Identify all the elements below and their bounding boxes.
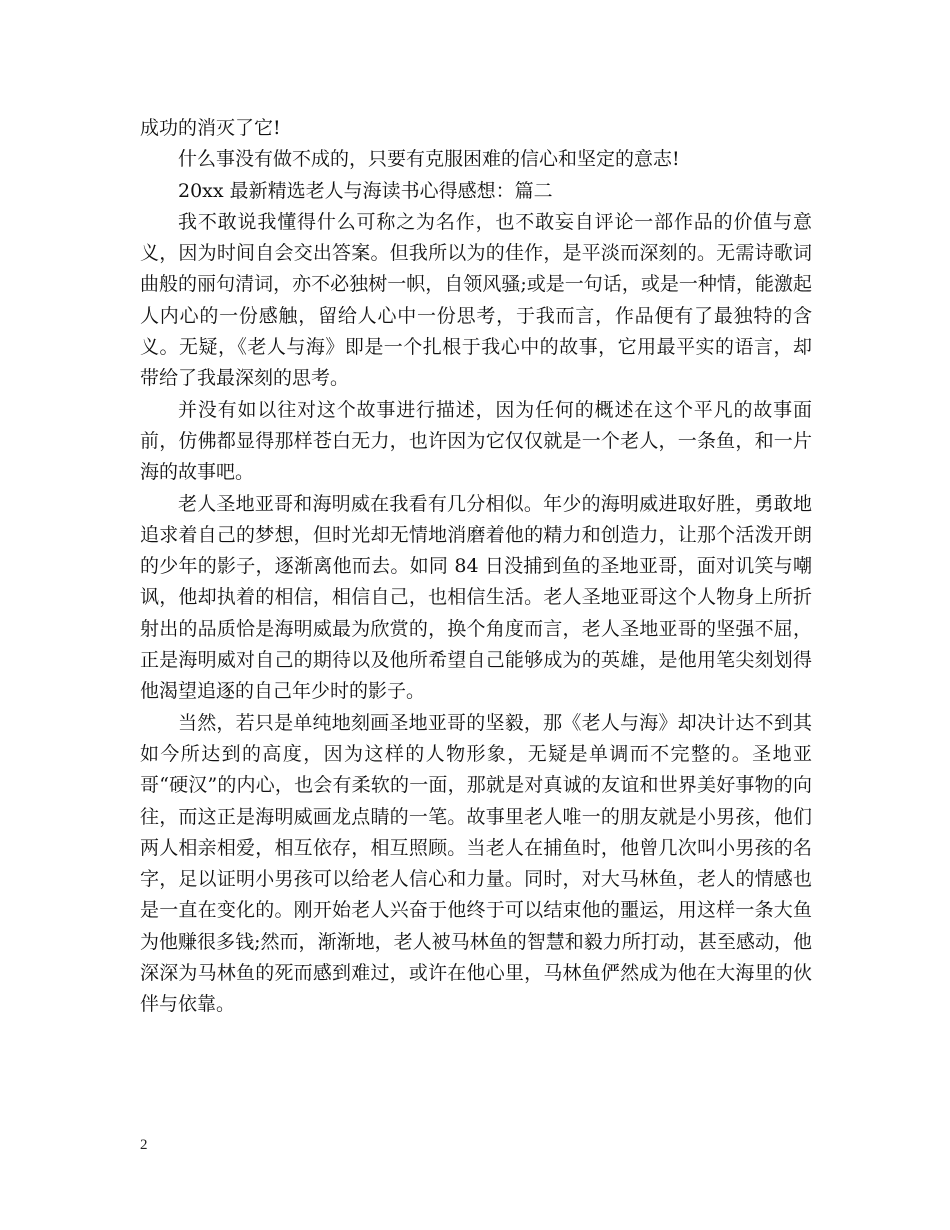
paragraph-3: 我不敢说我懂得什么可称之为名作，也不敢妄自评论一部作品的价值与意义，因为时间自会交出答案。但我所以为的佳作，是平淡而深刻的。无需诗歌词曲般的丽句清词，亦不必独树一帜，自领风骚;或是一句话，或是一种情，能激起人内心的一份感触，留给人心中一份思考，于我而言，作品便有了最独特的含义。无疑，《老人与海》即是一个扎根于我心中的故事，它用最平实的语言，却带给了我最深刻的思考。 bbox=[140, 210, 812, 390]
paragraph-5: 老人圣地亚哥和海明威在我看有几分相似。年少的海明威进取好胜，勇敢地追求着自己的梦想，但时光却无情地消磨着他的精力和创造力，让那个活泼开朗的少年的影子，逐渐离他而去。如同 84 日没捕到鱼的圣地亚哥，面对讥笑与嘲讽，他却执着的相信，相信自己，也相信生活。老人圣地亚哥这个人物身上所折射出的品质恰是海明威最为欣赏的，换个角度而言，老人圣地亚哥的坚强不屈，正是海明威对自己的期待以及他所希望自己能够成为的英雄，是他用笔尖刻划得他渴望追逐的自己年少时的影子。 bbox=[140, 492, 812, 703]
paragraph-2: 什么事没有做不成的，只要有克服困难的信心和坚定的意志! bbox=[178, 148, 680, 171]
paragraph-1: 成功的消灭了它! bbox=[140, 117, 281, 139]
document-body bbox=[140, 113, 812, 1021]
page-number: 2 bbox=[140, 1137, 148, 1153]
section-heading: 20xx 最新精选老人与海读书心得感想：篇二 bbox=[178, 179, 553, 202]
paragraph-4: 并没有如以往对这个故事进行描述，因为任何的概述在这个平凡的故事面前，仿佛都显得那样苍白无力，也许因为它仅仅就是一个老人，一条鱼，和一片海的故事吧。 bbox=[140, 398, 812, 484]
paragraph-6: 当然，若只是单纯地刻画圣地亚哥的坚毅，那《老人与海》却决计达不到其如今所达到的高度，因为这样的人物形象，无疑是单调而不完整的。圣地亚哥“硬汉”的内心，也会有柔软的一面，那就是对真诚的友谊和世界美好事物的向往，而这正是海明威画龙点睛的一笔。故事里老人唯一的朋友就是小男孩，他们两人相亲相爱，相互依存，相互照顾。当老人在捕鱼时，他曾几次叫小男孩的名字，足以证明小男孩可以给老人信心和力量。同时，对大马林鱼，老人的情感也是一直在变化的。刚开始老人兴奋于他终于可以结束他的噩运，用这样一条大鱼为他赚很多钱;然而，渐渐地，老人被马林鱼的智慧和毅力所打动，甚至感动，他深深为马林鱼的死而感到难过，或许在他心里，马林鱼俨然成为他在大海里的伙伴与依靠。 bbox=[140, 711, 812, 1016]
